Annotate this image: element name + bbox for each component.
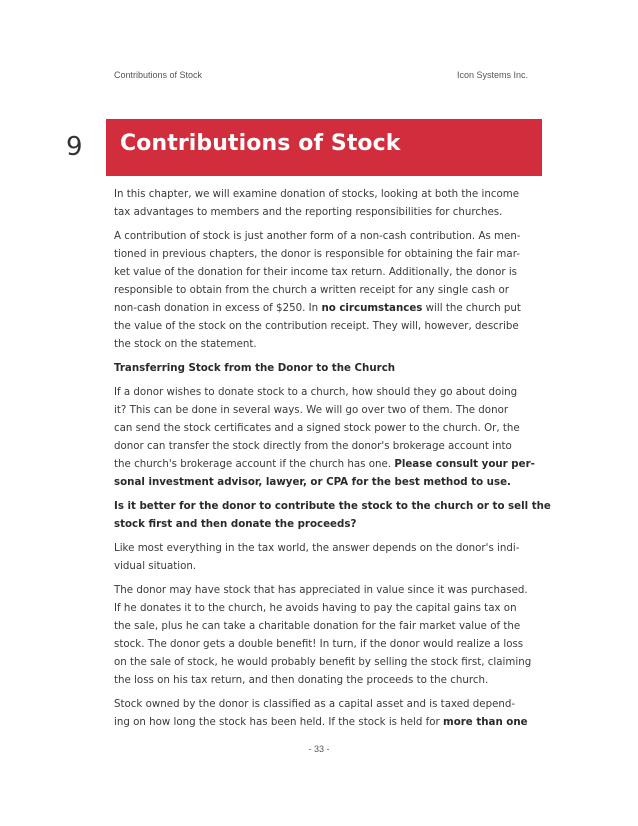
page-number: - 33 - [308, 744, 330, 754]
paragraph-appreciated-stock [114, 581, 530, 689]
text-line: Like most everything in the tax world, the answer depends on the donor's indi- [114, 542, 520, 554]
text-line: the stock on the statement. [114, 338, 257, 350]
heading-contribute-or-sell [114, 497, 551, 533]
heading-transferring-stock [114, 359, 530, 377]
paragraph-transfer-methods [114, 383, 535, 491]
text-line: the loss on his tax return, and then donating the proceeds to the church. [114, 674, 489, 686]
emphasis-no-circumstances: no circumstances [321, 302, 423, 314]
text-line: the value of the stock on the contribution receipt. They will, however, describe [114, 320, 519, 332]
text-line: responsible to obtain from the church a written receipt for any single cash or [114, 284, 509, 296]
header-section-title: Contributions of Stock [114, 70, 203, 80]
text-line: The donor may have stock that has appreciated in value since it was purchased. [114, 584, 528, 596]
text-line: tax advantages to members and the reporting responsibilities for churches. [114, 206, 503, 218]
text-line: ket value of the donation for their income tax return. Additionally, the donor is [114, 266, 518, 278]
text-line: stock. The donor gets a double benefit! In turn, if the donor would realize a loss [114, 638, 524, 650]
text-line: tioned in previous chapters, the donor is responsible for obtaining the fair mar- [114, 248, 520, 260]
chapter-body [114, 185, 551, 737]
paragraph-depends [114, 539, 530, 575]
section-heading: Is it better for the donor to contribute the stock to the church or to sell the [114, 500, 551, 512]
text-line: it? This can be done in several ways. We will go over two of them. The donor [114, 404, 509, 416]
text-line: donor can transfer the stock directly from the donor's brokerage account into [114, 440, 512, 452]
section-heading: Transferring Stock from the Donor to the Church [114, 362, 396, 374]
paragraph-intro [114, 185, 530, 221]
text-line: on the sale of stock, he would probably benefit by selling the stock first, claiming [114, 656, 532, 668]
text-line: Stock owned by the donor is classified as a capital asset and is taxed depend- [114, 698, 516, 710]
emphasis-consult-advisor: Please consult your per- [394, 458, 535, 470]
text-line [114, 299, 530, 317]
header-company-name: Icon Systems Inc. [456, 70, 528, 80]
text-line: A contribution of stock is just another form of a non-cash contribution. As men- [114, 230, 521, 242]
text-run: the church's brokerage account if the church has one. [114, 458, 395, 470]
section-heading: stock first and then donate the proceeds? [114, 518, 357, 530]
text-line [114, 713, 530, 731]
paragraph-capital-asset [114, 695, 530, 731]
text-line: If he donates it to the church, he avoids having to pay the capital gains tax on [114, 602, 517, 614]
text-line: the sale, plus he can take a charitable donation for the fair market value of the [114, 620, 521, 632]
emphasis-more-than-one: more than one [443, 716, 528, 728]
chapter-number: 9 [66, 132, 83, 162]
text-line: In this chapter, we will examine donation of stocks, looking at both the income [114, 188, 520, 200]
text-line: If a donor wishes to donate stock to a church, how should they go about doing [114, 386, 518, 398]
text-line: vidual situation. [114, 560, 197, 572]
text-run: ing on how long the stock has been held. If the stock is held for [114, 716, 444, 728]
text-run: non-cash donation in excess of $250. In [114, 302, 322, 314]
chapter-title: Contributions of Stock [120, 131, 401, 156]
emphasis-consult-advisor-cont: sonal investment advisor, lawyer, or CPA for the best method to use. [114, 476, 511, 488]
paragraph-noncash [114, 227, 530, 353]
text-line [114, 455, 535, 473]
text-line: can send the stock certificates and a signed stock power to the church. Or, the [114, 422, 520, 434]
text-run: will the church put [422, 302, 521, 314]
